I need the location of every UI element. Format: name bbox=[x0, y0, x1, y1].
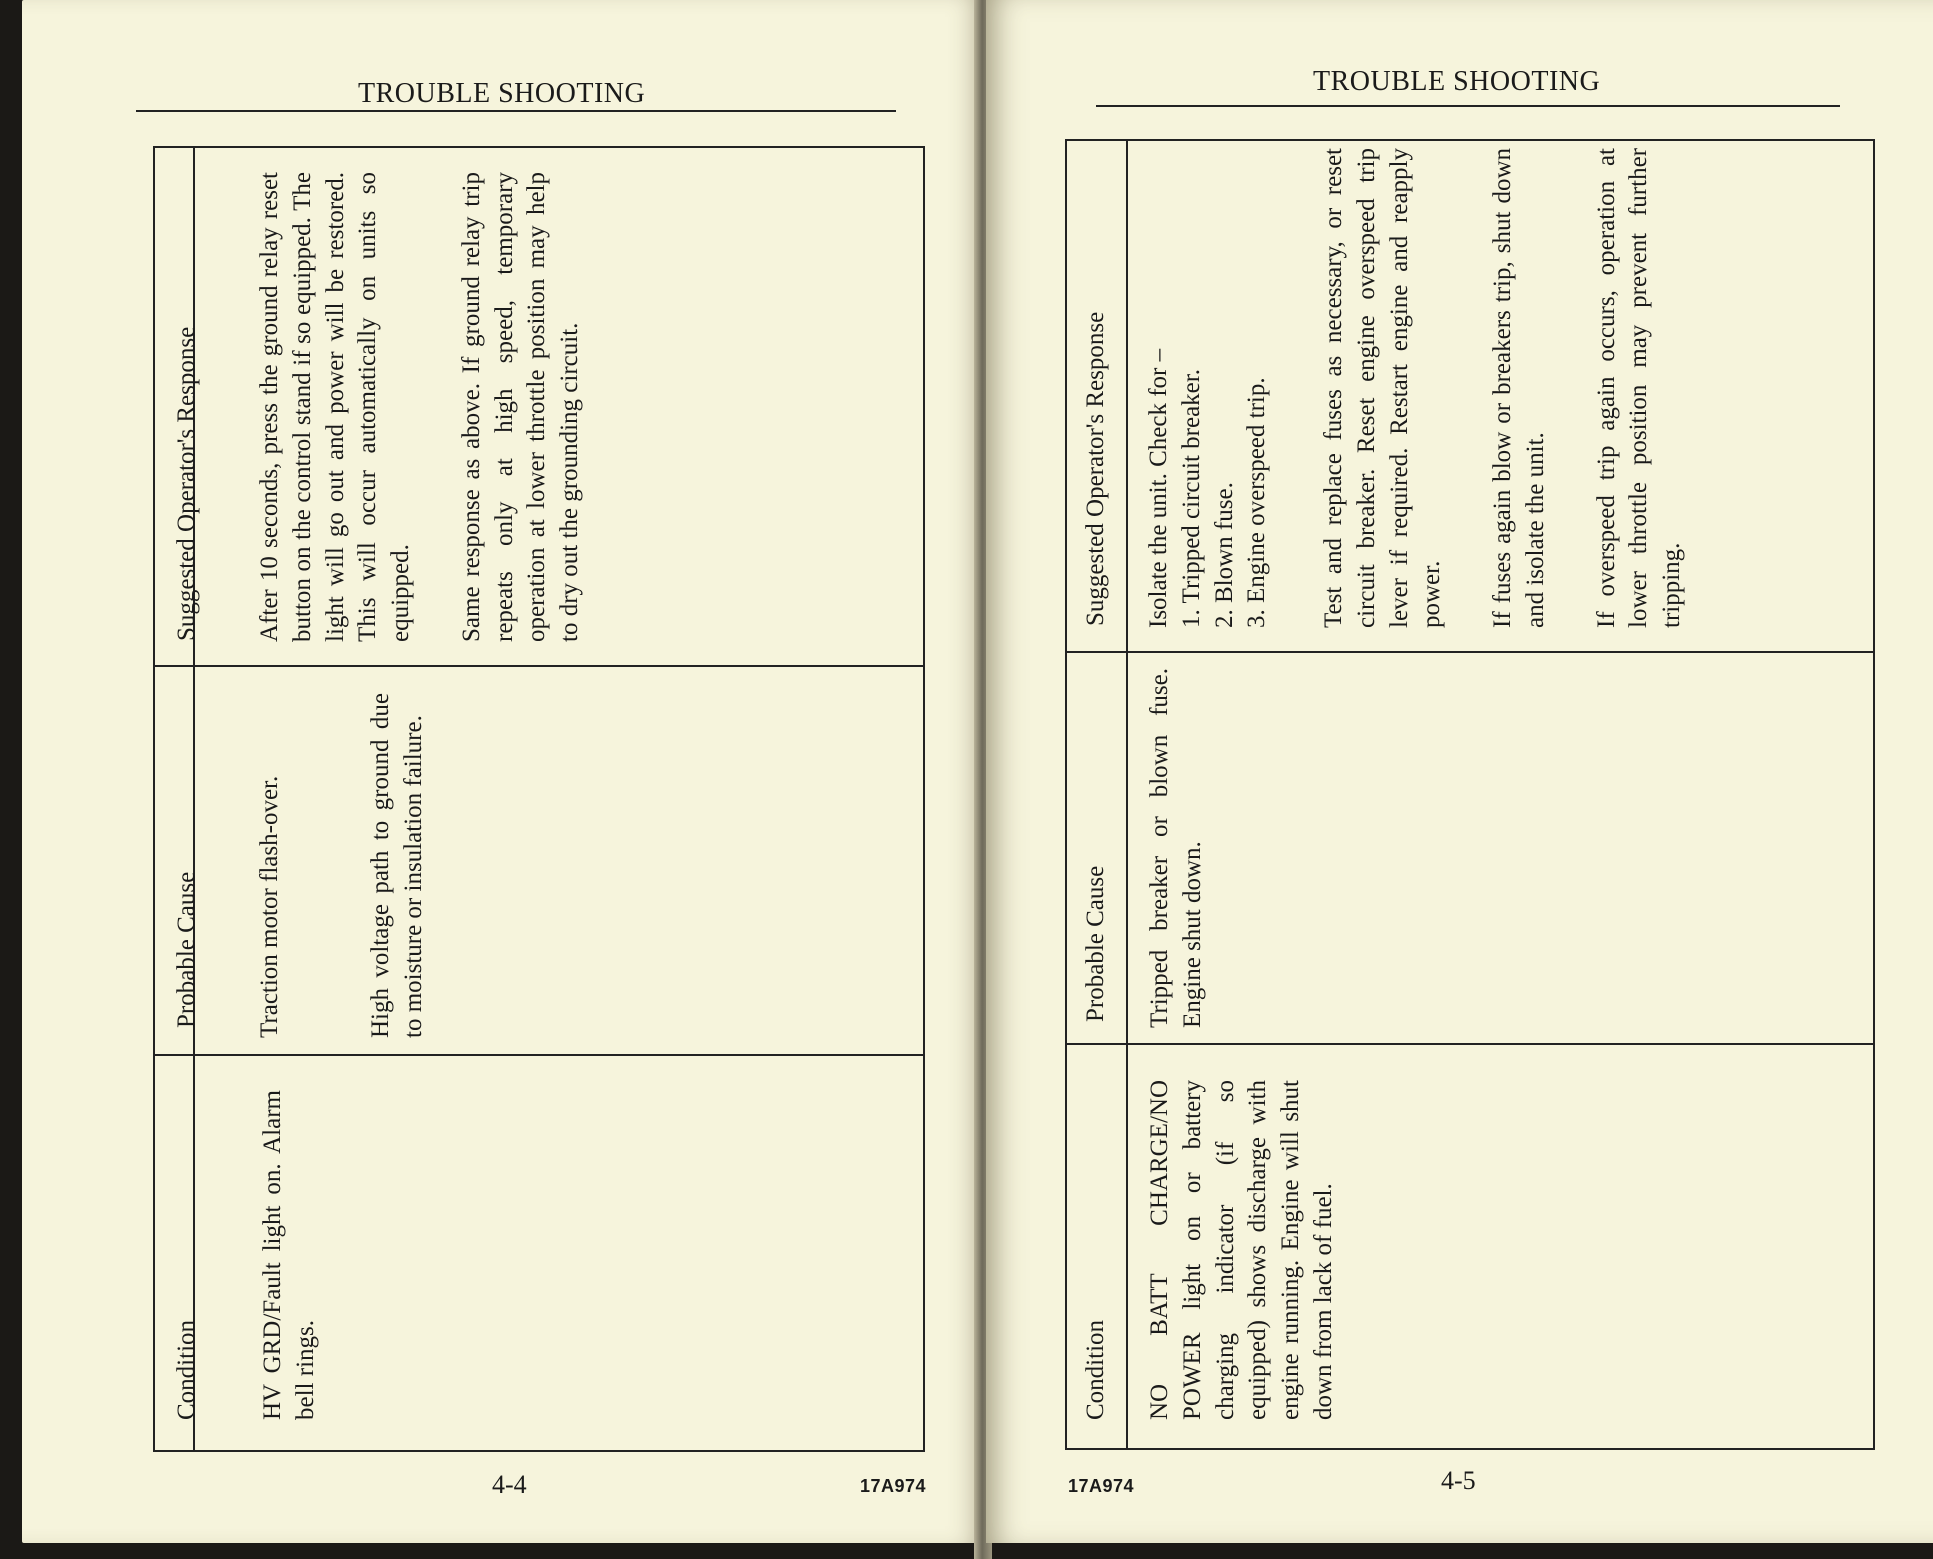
header-divider bbox=[1126, 139, 1128, 1450]
head-rule bbox=[136, 110, 896, 112]
header-cause: Probable Cause bbox=[1082, 865, 1109, 1022]
condition-cell bbox=[257, 1090, 323, 1420]
document-code: 17A974 bbox=[1068, 1476, 1135, 1496]
running-head: TROUBLE SHOOTING bbox=[358, 78, 646, 109]
response-text: Same response as above. If ground relay trip repeats only at high speed, temporary operation at lower throttle position may help to dry out the grounding circuit. bbox=[457, 172, 583, 642]
column-divider bbox=[153, 1054, 925, 1056]
header-response: Suggested Operator's Response bbox=[1082, 311, 1109, 626]
header-cause: Probable Cause bbox=[173, 871, 200, 1028]
column-divider bbox=[1065, 651, 1875, 653]
header-condition: Condition bbox=[173, 1319, 200, 1420]
column-divider bbox=[1065, 1043, 1875, 1045]
page-number: 4-4 bbox=[492, 1470, 527, 1499]
response-cell bbox=[254, 172, 587, 642]
column-divider bbox=[153, 665, 925, 667]
response-list-item: 1. Tripped circuit breaker. bbox=[1177, 369, 1205, 628]
header-condition: Condition bbox=[1082, 1319, 1109, 1420]
response-cell bbox=[1143, 148, 1689, 628]
response-text: If fuses again blow or breakers trip, shut down and isolate the unit. bbox=[1489, 148, 1549, 628]
cause-cell bbox=[254, 693, 430, 1038]
cause-text: Tripped breaker or blown fuse. Engine shut down. bbox=[1146, 668, 1206, 1028]
document-code: 17A974 bbox=[860, 1476, 927, 1496]
cause-text: Traction motor flash-over. bbox=[256, 775, 283, 1038]
response-list-item: 2. Blown fuse. bbox=[1210, 482, 1238, 628]
right-page bbox=[986, 0, 1933, 1543]
response-text: After 10 seconds, press the ground relay reset button on the control stand if so equipped. The light will go out and power will be restored. This will occur automatically on units so equipped. bbox=[256, 172, 414, 642]
cause-cell bbox=[1144, 668, 1210, 1028]
running-head: TROUBLE SHOOTING bbox=[1313, 66, 1601, 97]
page-number: 4-5 bbox=[1441, 1466, 1476, 1495]
response-text: If overspeed trip again occurs, operation at lower throttle position may prevent further tripping. bbox=[1592, 148, 1685, 628]
condition-cell bbox=[1144, 1080, 1341, 1420]
response-text: Test and replace fuses as necessary, or reset circuit breaker. Reset engine overspeed trip lever if required. Restart engine and reapply power. bbox=[1320, 148, 1446, 628]
header-response: Suggested Operator's Response bbox=[173, 326, 200, 641]
left-page bbox=[22, 0, 980, 1543]
head-rule bbox=[1096, 105, 1840, 107]
response-list-item: 3. Engine overspeed trip. bbox=[1243, 377, 1271, 628]
cause-text: High voltage path to ground due to moisture or insulation failure. bbox=[366, 693, 427, 1038]
response-text: Isolate the unit. Check for – bbox=[1145, 348, 1172, 628]
condition-text: HV GRD/Fault light on. Alarm bell rings. bbox=[259, 1090, 319, 1420]
condition-text: NO BATT CHARGE/NO POWER light on or battery charging indicator (if so equipped) shows discharge with engine running. Engine will shut down from lack of fuel. bbox=[1146, 1080, 1337, 1420]
